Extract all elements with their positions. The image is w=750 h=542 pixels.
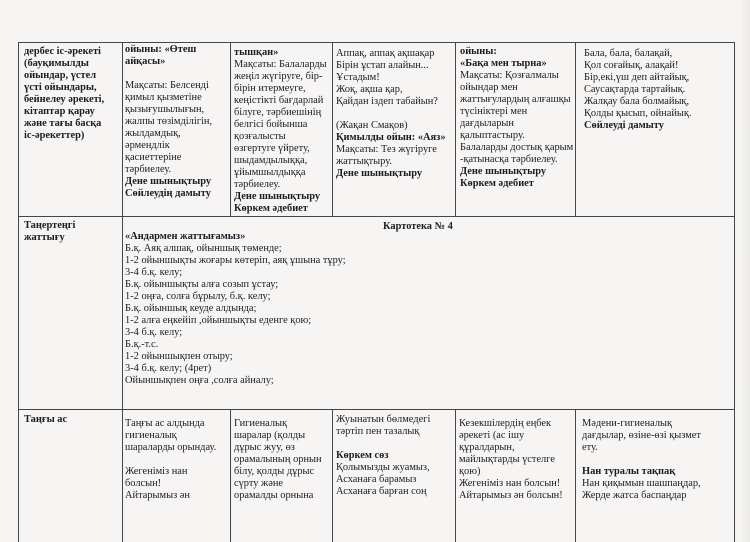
table-column-divider [230, 42, 231, 217]
thursday-activity-cell: ойыны: «Бақа мен тырна» Мақсаты: Қозғалмалы ойындар мен жаттығулардың алғашқы түсініктері мен дағдыларын қалыптастыру. Балаларды достық қарым -қатынасқа тәрбиелеу. Дене шынықтыру Көркем әдебиет [460, 46, 574, 189]
breakfast-monday-cell: Таңғы ас алдында гигиеналық шараларды орындау. Жегеніміз нан болсын! Айтарымыз ән [125, 418, 217, 501]
monday-activity-cell: ойыны: «Өтеш айқасы» Мақсаты: Белсенді қимыл қызметіне қызығушылығын, жалпы төзімділігін, жылдамдық, әрмендлік қасиеттеріне тәрбиелеу. Дене шынықтыру Сөйлеудің дамыту [125, 44, 213, 199]
table-border-left [18, 42, 19, 542]
table-column-divider [575, 42, 576, 217]
breakfast-tuesday-cell: Гигиеналық шаралар (қолды дұрыс жуу, өз орамалының орнын білу, қолды дұрыс сүрту және орамалды орнына [234, 418, 322, 501]
table-column-divider [122, 42, 123, 542]
exercise-title: «Андармен жаттығамыз» [125, 231, 246, 242]
friday-activity-cell: Бала, бала, балақай, Қол соғайық, алақай! Бір,екі,үш деп айтайық, Саусақтарда тартайық. Жалқау бала болмайық, Қолды қысып, ойнайық. Сөйлеуді дамыту [584, 48, 692, 131]
table-column-divider [455, 42, 456, 217]
table-row-divider [18, 409, 734, 410]
table-column-divider [455, 409, 456, 542]
morning-exercise-label: Таңертеңгі жаттығу [24, 220, 76, 243]
exercise-routine-cell: «Андармен жаттығамыз» Б.қ. Аяқ алшақ, ойыншық төменде; 1-2 ойыншықты жоғары көтеріп, аяқ ұшына тұру; 3-4 б.қ. келу; Б.қ. ойыншықты алға созып ұстау; 1-2 оңға, солға бұрылу, б.қ. келу; Б.қ. ойыншық кеуде алдында; 1-2 алға еңкейіп ,ойыншықты еденге қою; 3-4 б.қ. келу; Б.қ.-т.с. 1-2 ойыншықпен отыру; 3-4 б.қ. келу; (4рет) Ойыншықпен оңға ,солға айналу; [125, 231, 425, 387]
table-column-divider [230, 409, 231, 542]
wednesday-activity-cell: Аппақ, аппақ ақшақар Бірін ұстап алайын... Ұстадым! Жоқ, ақша қар, Қайдан іздеп табайын? (Жақан Смақов) Қимылды ойын: «Аяз» Мақсаты: Тез жүгіруге жаттықтыру. Дене шынықтыру [336, 48, 446, 179]
breakfast-label: Таңғы ас [24, 414, 68, 425]
card-file-heading: Картотека № 4 [383, 221, 453, 232]
table-column-divider [575, 409, 576, 542]
table-row-divider [18, 216, 734, 217]
table-column-divider [332, 42, 333, 217]
table-top-rule [18, 42, 734, 43]
breakfast-friday-cell: Мәдени-гигиеналық дағдылар, өзіне-өзі қызмет ету. Нан туралы тақпақ Нан қиқымын шашпаңдар, Жерде жатса баспаңдар [582, 418, 701, 501]
table-border-right [734, 42, 735, 542]
breakfast-thursday-cell: Кезекшілердің еңбек әрекеті (ас ішу құралдарын, майлықтарды үстелге қою) Жегеніміз нан болсын! Айтарымыз ән болсын! [459, 418, 563, 501]
table-column-divider [332, 409, 333, 542]
tuesday-activity-cell: тышқан» Мақсаты: Балаларды жеңіл жүгіруге, бір- бірін итермеуге, кеңістікті бағдарлай білуге, тәрбиешінің белгісі бойынша қозғалысты өзгертуге үйрету, шыдамдылыққа, ұйымшылдыққа тәрбиелеу. Дене шынықтыру Көркем әдебиет [234, 47, 327, 214]
scan-shadow [740, 0, 750, 542]
breakfast-wednesday-cell: Жуынатын бөлмедегі тәртіп пен тазалық Көркем сөз Қолымызды жуамыз, Асханаға барамыз Асханаға барған соң [336, 414, 431, 497]
activity-type-cell: дербес іс-әрекеті (бауқимылды ойындар, үстел үсті ойындары, бейнелеу әрекеті, кітаптар қарау және тағы басқа іс-әрекеттер) [24, 46, 105, 141]
